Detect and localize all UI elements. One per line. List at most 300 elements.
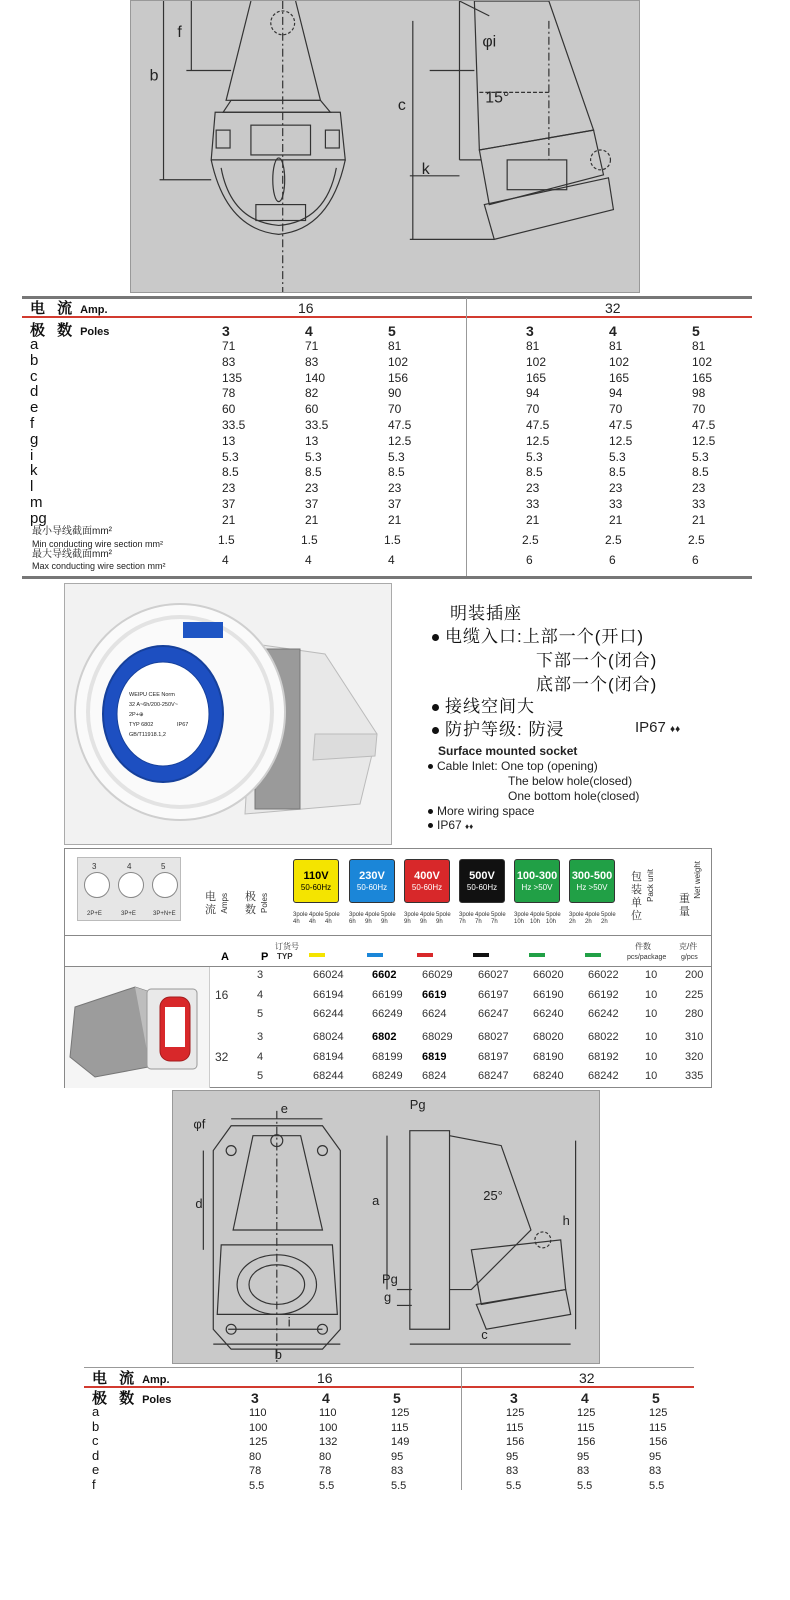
- dim-label-d: d: [195, 1196, 203, 1212]
- pack-value: 10: [645, 1031, 658, 1043]
- color-swatch: [309, 953, 325, 957]
- weight-value: 320: [685, 1050, 704, 1063]
- color-swatch: [417, 953, 433, 957]
- row-label: g: [30, 430, 39, 448]
- table-cell: 95: [506, 1450, 519, 1463]
- table-cell: 23: [609, 481, 623, 496]
- table-cell: 115: [649, 1421, 667, 1434]
- voltage-frequency: Hz >50V: [521, 883, 553, 892]
- table-cell: 165: [692, 370, 713, 385]
- pole-hour-note: 5pole 2h: [601, 912, 616, 925]
- order-number: 68190: [533, 1050, 564, 1063]
- order-number: 66027: [478, 969, 509, 981]
- poles-label-en: Poles: [260, 893, 269, 914]
- table-cell: 100: [249, 1421, 268, 1434]
- table-cell: 115: [506, 1421, 524, 1434]
- weight-value: 310: [685, 1031, 704, 1043]
- table-cell: 47.5: [692, 418, 716, 432]
- order-number: 66190: [533, 988, 564, 1001]
- table-cell: 5.3: [526, 449, 543, 464]
- table-cell: 156: [577, 1436, 596, 1449]
- weight-value: 225: [685, 988, 704, 1001]
- desc-wiring-en: More wiring space: [437, 804, 535, 818]
- table-cell: 81: [692, 339, 706, 353]
- pack-value: 10: [645, 1008, 658, 1020]
- table-cell: 5.5: [506, 1480, 522, 1492]
- table-cell: 5.3: [692, 449, 709, 464]
- min-wire-value: 1.5: [384, 533, 401, 547]
- order-number: 6602: [372, 969, 397, 981]
- table-cell: 110: [319, 1407, 337, 1419]
- table-cell: 95: [391, 1450, 404, 1463]
- voltage-badge: [349, 859, 395, 903]
- max-wire-label-cn: 最大导线截面mm²: [32, 549, 112, 560]
- table-cell: 12.5: [388, 433, 412, 448]
- pole-hour-note: 5pole 4h: [325, 912, 340, 925]
- order-number: 68244: [313, 1070, 344, 1082]
- table-cell: 71: [222, 339, 236, 353]
- table-cell: 13: [222, 433, 236, 448]
- table-cell: 149: [391, 1436, 410, 1449]
- poles-label-cn: 极数: [245, 891, 256, 916]
- color-swatch: [367, 953, 383, 957]
- pole-header: 4: [322, 1390, 330, 1406]
- table-cell: 23: [692, 481, 706, 496]
- pole-hour-note: 4pole 2h: [585, 912, 600, 925]
- order-number: 66244: [313, 1008, 344, 1020]
- pole-header: 5: [393, 1390, 401, 1406]
- order-number: 68022: [588, 1031, 619, 1043]
- row-label: b: [92, 1418, 100, 1434]
- order-number: 66247: [478, 1008, 509, 1020]
- bullet-icon: [432, 704, 439, 711]
- row-label: l: [30, 478, 34, 496]
- table-cell: 8.5: [526, 465, 543, 480]
- table-cell: 80: [249, 1450, 262, 1463]
- table-cell: 90: [388, 386, 402, 401]
- table-cell: 156: [388, 370, 409, 385]
- order-number: 6624: [422, 1008, 447, 1020]
- amp-32: 32: [579, 1370, 595, 1386]
- pole-header: 4: [581, 1390, 589, 1406]
- dim-label-angle: 15°: [485, 89, 510, 107]
- amps-label-en: Amps: [220, 893, 229, 914]
- order-table: [64, 848, 712, 1088]
- spec-table-top: [22, 296, 752, 580]
- label-line: IP67: [177, 722, 189, 728]
- weight-hdr-en: g/pcs: [681, 954, 698, 961]
- table-cell: 33.5: [305, 418, 329, 432]
- weight-value: 280: [685, 1008, 704, 1020]
- table-cell: 8.5: [222, 465, 239, 480]
- table-cell: 81: [526, 339, 540, 353]
- table-cell: 5.3: [609, 449, 626, 464]
- table-cell: 95: [577, 1450, 590, 1463]
- order-number: 68020: [533, 1031, 564, 1043]
- table-cell: 102: [526, 354, 547, 369]
- weight-hdr-cn: 克/件: [679, 942, 698, 951]
- table-cell: 5.5: [249, 1480, 265, 1492]
- pole-header: 5: [388, 323, 396, 339]
- table-cell: 5.5: [319, 1480, 335, 1492]
- table-cell: 21: [609, 512, 623, 527]
- table-cell: 21: [305, 512, 319, 527]
- table-cell: 60: [305, 402, 319, 417]
- dim-label-g: g: [384, 1289, 392, 1305]
- order-number: 66199: [372, 988, 403, 1001]
- pin-count: 5: [161, 862, 166, 871]
- table-cell: 21: [526, 512, 540, 527]
- table-cell: 102: [388, 354, 409, 369]
- order-number: 68024: [313, 1031, 344, 1043]
- table-cell: 21: [388, 512, 402, 527]
- table-cell: 5.5: [391, 1480, 407, 1492]
- pack-hdr-en: pcs/package: [627, 954, 667, 961]
- poles-label-cn: 极 数: [92, 1390, 139, 1407]
- table-cell: 12.5: [609, 433, 633, 448]
- socket-illustration: [65, 584, 392, 845]
- pole-hour-note: 4pole 9h: [420, 912, 435, 925]
- table-cell: 81: [609, 339, 623, 353]
- min-wire-value: 2.5: [522, 533, 539, 547]
- label-line: 32 A~6h/200-250V~: [129, 702, 178, 708]
- table-cell: 83: [222, 354, 236, 369]
- color-swatch: [585, 953, 601, 957]
- pole-hour-note: 3pole 9h: [404, 912, 419, 925]
- table-cell: 47.5: [609, 418, 633, 432]
- row-label: e: [30, 399, 39, 417]
- pin-count: 3: [92, 862, 97, 871]
- order-number: 68197: [478, 1050, 509, 1063]
- desc-protection-cn: 防护等级: 防浸: [445, 720, 565, 739]
- drawing-bottom-svg: [173, 1091, 599, 1363]
- table-cell: 70: [388, 402, 402, 417]
- dim-label-angle: 25°: [483, 1188, 503, 1204]
- pin-label: 2P+E: [87, 911, 102, 917]
- dim-label-c: c: [481, 1327, 488, 1343]
- dim-label-c: c: [397, 97, 406, 115]
- min-wire-value: 2.5: [688, 533, 705, 547]
- table-cell: 23: [222, 481, 236, 496]
- bullet-icon: [428, 764, 433, 769]
- table-cell: 70: [609, 402, 623, 417]
- order-number: 66249: [372, 1008, 403, 1020]
- pole-hour-note: 3pole 6h: [349, 912, 364, 925]
- table-cell: 5.5: [649, 1480, 665, 1492]
- amp-16: 16: [317, 1370, 333, 1386]
- spec-table-bottom: [84, 1367, 694, 1497]
- max-wire-label-en: Max conducting wire section mm²: [32, 561, 166, 571]
- pole-hour-note: 5pole 9h: [381, 912, 396, 925]
- pole-header: 3: [222, 323, 230, 339]
- product-photo: [64, 583, 392, 845]
- table-cell: 125: [577, 1407, 596, 1419]
- table-cell: 70: [692, 402, 706, 417]
- water-drop-icon: ♦♦: [465, 822, 474, 831]
- table-cell: 23: [305, 481, 319, 496]
- col-p-header: P: [261, 951, 269, 963]
- table-cell: 102: [692, 354, 713, 369]
- table-cell: 125: [249, 1436, 268, 1449]
- table-cell: 5.3: [305, 449, 322, 464]
- order-number: 66192: [588, 988, 619, 1001]
- table-cell: 12.5: [526, 433, 550, 448]
- pole-hour-note: 4pole 10h: [530, 912, 545, 925]
- label-line: 2P+⊕: [129, 712, 144, 718]
- dim-label-phi-i: φi: [482, 33, 497, 51]
- row-label: a: [30, 336, 39, 353]
- order-number: 68199: [372, 1050, 403, 1063]
- row-label: pg: [30, 509, 47, 527]
- table-cell: 83: [305, 354, 319, 369]
- order-number: 68194: [313, 1050, 344, 1063]
- table-cell: 165: [609, 370, 630, 385]
- pole-value: 3: [257, 1031, 264, 1043]
- max-wire-value: 4: [222, 553, 229, 567]
- table-cell: 71: [305, 339, 319, 353]
- table-cell: 110: [249, 1407, 267, 1419]
- pin-label: 3P+N+E: [153, 911, 176, 917]
- row-label: f: [92, 1477, 96, 1492]
- table-cell: 125: [649, 1407, 668, 1419]
- table-cell: 80: [319, 1450, 332, 1463]
- color-swatch: [529, 953, 545, 957]
- order-number: 66020: [533, 969, 564, 981]
- table-cell: 47.5: [526, 418, 550, 432]
- table-cell: 78: [249, 1465, 262, 1478]
- voltage-frequency: 50-60Hz: [356, 883, 388, 892]
- desc-wiring-cn: 接线空间大: [445, 697, 535, 716]
- min-wire-value: 1.5: [301, 533, 318, 547]
- label-line: WEIPU CEE Norm: [129, 692, 175, 698]
- table-cell: 37: [388, 497, 402, 511]
- order-number: 6819: [422, 1050, 447, 1063]
- min-wire-label-cn: 最小导线截面mm²: [32, 526, 112, 537]
- table-cell: 8.5: [305, 465, 322, 480]
- max-wire-value: 6: [692, 553, 699, 567]
- row-label: c: [92, 1433, 99, 1449]
- dim-label-i: i: [287, 1314, 291, 1330]
- order-number: 68247: [478, 1070, 509, 1082]
- row-label: c: [30, 367, 38, 385]
- table-cell: 8.5: [609, 465, 626, 480]
- group-amp: 16: [215, 988, 229, 1002]
- pole-value: 3: [257, 969, 264, 981]
- min-wire-label-en: Min conducting wire section mm²: [32, 539, 164, 549]
- pin-label: 3P+E: [121, 911, 136, 917]
- pole-hour-note: 5pole 9h: [436, 912, 451, 925]
- amp-label-en: Amp.: [142, 1374, 170, 1386]
- row-label: b: [30, 351, 39, 369]
- amp-label-en: Amp.: [80, 304, 108, 316]
- table-cell: 94: [526, 386, 540, 401]
- order-number: 66024: [313, 969, 344, 981]
- row-label: i: [30, 446, 34, 464]
- max-wire-value: 6: [609, 553, 616, 567]
- pin-face-icon: [152, 872, 178, 898]
- table-cell: 8.5: [692, 465, 709, 480]
- pack-hdr-cn: 件数: [635, 942, 651, 951]
- table-cell: 21: [222, 512, 236, 527]
- voltage-value: 400V: [414, 870, 440, 882]
- table-cell: 8.5: [388, 465, 405, 480]
- table-cell: 33: [692, 497, 706, 511]
- table-cell: 21: [692, 512, 706, 527]
- table-cell: 115: [577, 1421, 595, 1434]
- color-swatch: [473, 953, 489, 957]
- dim-label-k: k: [421, 160, 430, 178]
- pole-hour-note: 4pole 7h: [475, 912, 490, 925]
- pin-face-icon: [118, 872, 144, 898]
- label-line: TYP 6802: [129, 722, 154, 728]
- table-cell: 82: [305, 386, 319, 401]
- dim-label-a: a: [372, 1193, 380, 1209]
- row-label: d: [92, 1447, 100, 1463]
- dim-label-f: f: [177, 23, 182, 41]
- order-number: 66240: [533, 1008, 564, 1020]
- voltage-frequency: 50-60Hz: [300, 883, 332, 892]
- pack-unit-cn: 包装单位: [631, 871, 642, 922]
- row-label: m: [30, 494, 43, 511]
- pole-header: 4: [305, 323, 313, 339]
- pack-value: 10: [645, 1050, 658, 1063]
- pin-diagram: [77, 857, 181, 921]
- poles-label-en: Poles: [80, 326, 110, 338]
- bullet-icon: [428, 823, 433, 828]
- pole-header: 3: [526, 323, 534, 339]
- pole-hour-note: 5pole 10h: [546, 912, 561, 925]
- row-label: a: [92, 1404, 100, 1419]
- desc-below-cn: 下部一个(闭合): [536, 651, 658, 670]
- pole-header: 3: [251, 1390, 259, 1406]
- desc-bottom-cn: 底部一个(闭合): [536, 675, 658, 694]
- table-cell: 60: [222, 402, 236, 417]
- table-cell: 70: [526, 402, 540, 417]
- order-number: 66194: [313, 988, 344, 1001]
- table-cell: 78: [222, 386, 236, 401]
- table-cell: 37: [305, 497, 319, 511]
- table-cell: 5.5: [577, 1480, 593, 1492]
- dim-label-h: h: [562, 1213, 570, 1229]
- pin-face-icon: [84, 872, 110, 898]
- pin-count: 4: [127, 862, 132, 871]
- pole-header: 5: [652, 1390, 660, 1406]
- table-cell: 78: [319, 1465, 332, 1478]
- table-cell: 115: [391, 1421, 409, 1434]
- label-line: GB/T11918.1,2: [129, 732, 166, 738]
- voltage-badge: [569, 859, 615, 903]
- min-wire-value: 2.5: [605, 533, 622, 547]
- voltage-value: 110V: [303, 870, 329, 882]
- order-number: 68027: [478, 1031, 509, 1043]
- pole-value: 5: [257, 1070, 264, 1082]
- table-cell: 5.3: [222, 449, 239, 464]
- dim-label-b: b: [274, 1347, 282, 1363]
- weight-value: 335: [685, 1070, 704, 1082]
- min-wire-value: 1.5: [218, 533, 235, 547]
- row-label: f: [30, 415, 35, 432]
- table-cell: 125: [506, 1407, 525, 1419]
- pack-value: 10: [645, 988, 658, 1001]
- pole-value: 4: [257, 988, 264, 1001]
- voltage-badge: [459, 859, 505, 903]
- table-cell: 165: [526, 370, 547, 385]
- table-cell: 156: [649, 1436, 668, 1449]
- order-number: 68192: [588, 1050, 619, 1063]
- table-cell: 140: [305, 370, 326, 385]
- max-wire-value: 6: [526, 553, 533, 567]
- table-cell: 33: [526, 497, 540, 511]
- pole-hour-note: 3pole 10h: [514, 912, 529, 925]
- table-cell: 37: [222, 497, 236, 511]
- voltage-badge: [514, 859, 560, 903]
- table-cell: 102: [609, 354, 630, 369]
- ip67-label: IP67: [635, 719, 666, 736]
- dim-label-phi-f: φf: [193, 1116, 206, 1132]
- col-typ-cn: 订货号: [275, 942, 299, 951]
- row-label: k: [30, 462, 38, 480]
- table-cell: 47.5: [388, 418, 412, 432]
- order-number: 66242: [588, 1008, 619, 1020]
- voltage-frequency: Hz >50V: [576, 883, 608, 892]
- table-cell: 132: [319, 1436, 338, 1449]
- group-amp: 32: [215, 1050, 229, 1064]
- desc-below-en: The below hole(closed): [508, 774, 633, 788]
- pack-value: 10: [645, 1070, 658, 1082]
- order-number: 68249: [372, 1070, 403, 1082]
- drawing-top-svg: [131, 1, 639, 292]
- order-number: 68029: [422, 1031, 453, 1043]
- voltage-frequency: 50-60Hz: [411, 883, 443, 892]
- table-cell: 23: [526, 481, 540, 496]
- table-cell: 156: [506, 1436, 525, 1449]
- technical-drawing-bottom: [172, 1090, 600, 1364]
- table-cell: 135: [222, 370, 243, 385]
- row-label: d: [30, 383, 39, 401]
- pole-header: 3: [510, 1390, 518, 1406]
- pole-value: 4: [257, 1050, 264, 1063]
- pole-header: 5: [692, 323, 700, 339]
- col-a-header: A: [221, 951, 229, 963]
- amp-16: 16: [298, 300, 314, 316]
- voltage-value: 500V: [469, 870, 495, 882]
- desc-bottom-en: One bottom hole(closed): [508, 789, 640, 803]
- poles-label-en: Poles: [142, 1394, 172, 1406]
- voltage-value: 100-300: [516, 870, 558, 882]
- row-label: e: [92, 1462, 100, 1478]
- pole-header: 4: [609, 323, 617, 339]
- pole-hour-note: 4pole 9h: [365, 912, 380, 925]
- max-wire-value: 4: [388, 553, 395, 567]
- desc-title-en: Surface mounted socket: [438, 744, 578, 758]
- table-cell: 33.5: [222, 418, 246, 432]
- poles-label-cn: 极 数: [30, 322, 77, 339]
- amps-label-cn: 电流: [205, 891, 216, 916]
- dim-label-b: b: [149, 67, 159, 85]
- pole-hour-note: 3pole 4h: [293, 912, 308, 925]
- order-number: 6824: [422, 1070, 447, 1082]
- pack-value: 10: [645, 969, 658, 981]
- weight-label-cn: 重量: [679, 893, 690, 918]
- order-number: 66029: [422, 969, 453, 981]
- bullet-icon: [428, 809, 433, 814]
- table-cell: 23: [388, 481, 402, 496]
- voltage-badge: [293, 859, 339, 903]
- table-cell: 83: [506, 1465, 519, 1478]
- table-cell: 83: [391, 1465, 404, 1478]
- bullet-icon: [432, 727, 439, 734]
- table-cell: 125: [391, 1407, 410, 1419]
